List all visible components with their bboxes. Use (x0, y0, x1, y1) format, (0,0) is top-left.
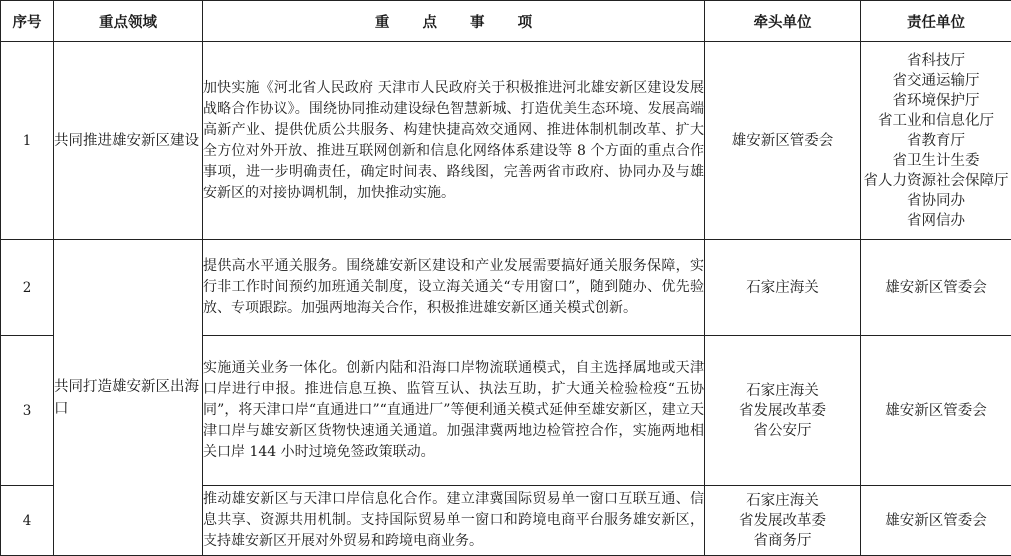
responsible-unit: 省人力资源社会保障厅 (863, 172, 1009, 189)
header-matters (203, 1, 705, 42)
responsible-unit: 雄安新区管委会 (885, 402, 987, 419)
lead-unit: 省发展改革委 (739, 402, 826, 419)
responsible-unit: 省交通运输厅 (892, 72, 980, 89)
responsible-unit: 省工业和信息化厅 (878, 112, 994, 129)
area-cell: 共同打造雄安新区出海口 (54, 240, 203, 556)
table-row (1, 240, 1011, 336)
responsible-unit: 省卫生计生委 (892, 152, 980, 169)
lead-unit-cell (705, 336, 861, 486)
seq-cell: 3 (1, 336, 54, 486)
responsible-unit: 省环境保护厅 (892, 92, 980, 109)
lead-unit: 雄安新区管委会 (731, 132, 834, 149)
responsible-unit: 省协同办 (907, 192, 965, 209)
lead-unit: 石家庄海关 (746, 382, 819, 399)
lead-unit: 省发展改革委 (739, 512, 826, 529)
lead-unit: 石家庄海关 (746, 492, 819, 509)
responsible-unit: 省科技厅 (907, 52, 965, 69)
lead-unit-cell (705, 42, 861, 240)
responsible-unit: 省网信办 (907, 212, 965, 229)
lead-unit-cell (705, 240, 861, 336)
header-lead-unit: 牵头单位 (705, 1, 861, 42)
table-header-row (1, 1, 1011, 42)
lead-unit: 省公安厅 (753, 422, 812, 439)
area-cell: 共同推进雄安新区建设 (54, 42, 203, 240)
header-area: 重点领域 (54, 1, 203, 42)
responsible-unit: 省教育厅 (907, 132, 965, 149)
table-row (1, 42, 1011, 240)
content-cell: 提供高水平通关服务。围绕雄安新区建设和产业发展需要搞好通关服务保障，实行非工作时间预约加班通关制度，设立海关通关“专用窗口”，随到随办、优先验放、专项跟踪。加强两地海关合作，积极推进雄安新区通关模式创新。 (203, 240, 705, 336)
lead-unit: 石家庄海关 (746, 279, 819, 296)
seq-cell: 4 (1, 486, 54, 556)
content-cell: 实施通关业务一体化。创新内陆和沿海口岸物流联通模式，自主选择属地或天津口岸进行申报。推进信息互换、监管互认、执法互助，扩大通关检验检疫“五协同”，将天津口岸“直通进口”“直通进厂”等便利通关模式延伸至雄安新区，建立天津口岸与雄安新区货物快速通关通道。加强津冀两地边检管控合作，实施两地相关口岸 144 小时过境免签政策联动。 (203, 336, 705, 486)
header-seq: 序号 (1, 1, 54, 42)
responsible-unit-cell (861, 486, 1011, 556)
header-matters-label: 重 点 事 项 (374, 14, 547, 31)
responsible-unit-cell (861, 336, 1011, 486)
content-cell: 推动雄安新区与天津口岸信息化合作。建立津冀国际贸易单一窗口互联互通、信息共享、资源共用机制。支持国际贸易单一窗口和跨境电商平台服务雄安新区，支持雄安新区开展对外贸易和跨境电商业务。 (203, 486, 705, 556)
responsible-unit: 雄安新区管委会 (885, 279, 987, 296)
lead-unit-cell (705, 486, 861, 556)
responsible-unit-cell (861, 42, 1011, 240)
header-responsible-unit: 责任单位 (861, 1, 1011, 42)
lead-unit: 省商务厅 (753, 532, 812, 549)
seq-cell: 2 (1, 240, 54, 336)
content-cell: 加快实施《河北省人民政府 天津市人民政府关于积极推进河北雄安新区建设发展战略合作协议》。围绕协同推动建设绿色智慧新城、打造优美生态环境、发展高端高新产业、提供优质公共服务、构建快捷高效交通网、推进体制机制改革、扩大全方位对外开放、推进互联网创新和信息化网络体系建设等 8 个方面的重点合作事项，进一步明确责任，确定时间表、路线图，完善两省市政府、协同办及与雄安新区的对接协调机制，加快推动实施。 (203, 42, 705, 240)
seq-cell: 1 (1, 42, 54, 240)
responsible-unit: 雄安新区管委会 (885, 512, 987, 529)
responsible-unit-cell (861, 240, 1011, 336)
